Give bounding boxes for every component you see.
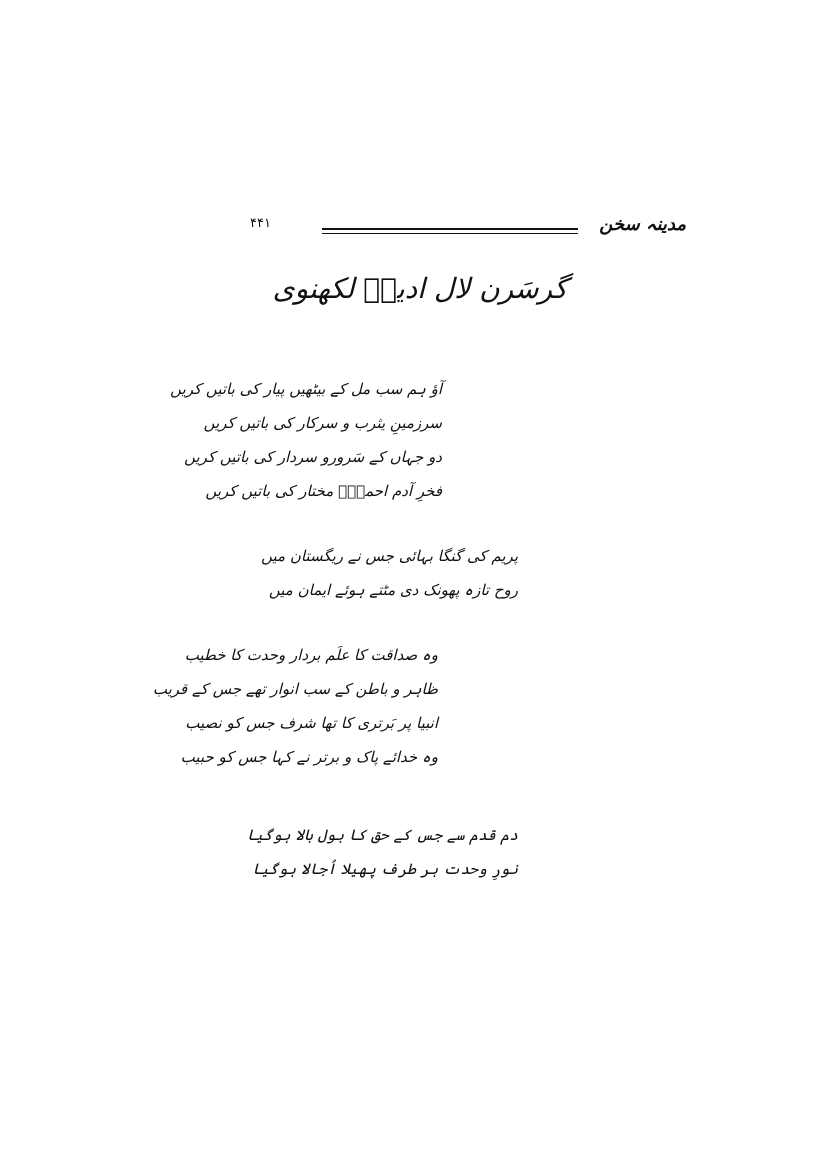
verse-line: وہ خدائے پاک و برتر نے کہا جس کو حبیب: [180, 748, 438, 766]
poet-name-heading: گرسَرن لال ادیبؔ لکھنوی: [272, 272, 568, 305]
verse-line: سرزمینِ یثرب و سرکار کی باتیں کریں: [203, 414, 442, 432]
stanza: [152, 638, 438, 774]
verse-line: آؤ ہم سب مل کے بیٹھیں پیار کی باتیں کریں: [170, 380, 442, 398]
verse-line: وہ صداقت کا علَم بردار وحدت کا خطیب: [184, 646, 438, 664]
running-book-title: مدینہ سخن: [599, 214, 686, 235]
stanza: [170, 372, 442, 508]
page-number: ۴۴۱: [250, 216, 271, 231]
header-divider: [322, 228, 578, 230]
verse-line: انبیا پر بَرتری کا تھا شرف جس کو نصیب: [185, 714, 438, 732]
verse-line: دم قدم سے جس کے حق کا بول بالا ہوگیا: [246, 826, 518, 844]
verse-line: نورِ وحدت ہر طرف پھیلا اُجالا ہوگیا: [252, 860, 518, 878]
stanza: [246, 818, 518, 886]
verse-line: پریم کی گنگا بہائی جس نے ریگستان میں: [261, 547, 518, 565]
verse-line: ظاہر و باطن کے سب انوار تھے جس کے قریب: [152, 680, 438, 698]
verse-line: روح تازہ پھونک دی مٹتے ہوئے ایمان میں: [268, 581, 518, 599]
page-header: [250, 214, 690, 244]
verse-line: فخرِ آدم احمدِؐ مختار کی باتیں کریں: [205, 482, 442, 500]
verse-line: دو جہاں کے سَرورو سردار کی باتیں کریں: [184, 448, 442, 466]
stanza: [258, 539, 518, 607]
